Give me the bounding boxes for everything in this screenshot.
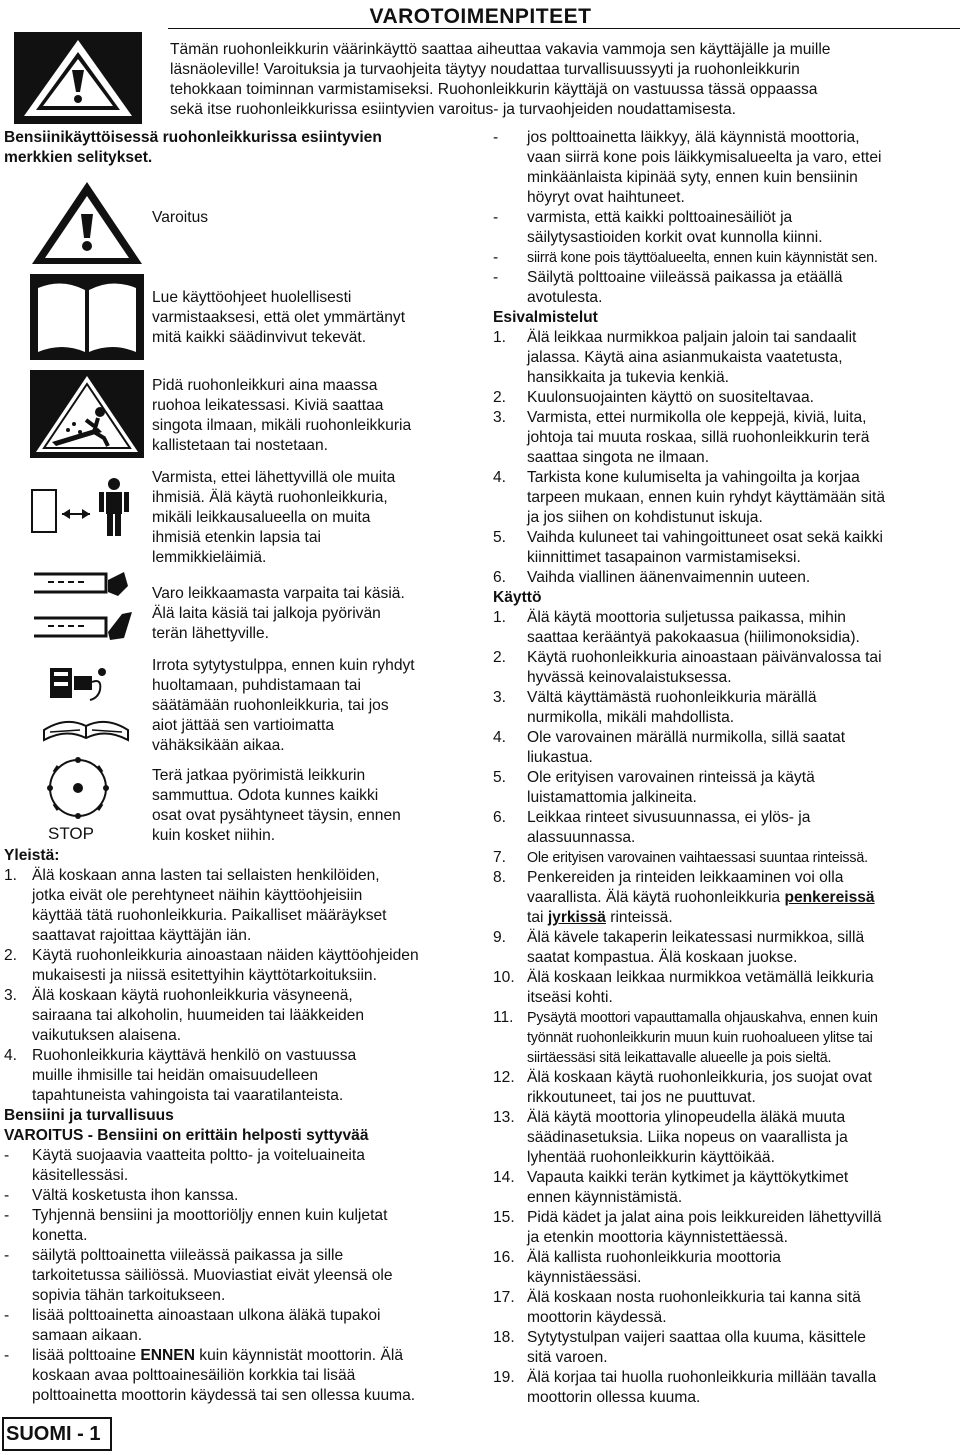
item-line: alassuunnassa. <box>527 829 636 846</box>
item-number: 13. <box>493 1109 515 1126</box>
list-item <box>493 868 960 928</box>
item-number: 11. <box>493 1009 514 1026</box>
item-number: 4. <box>493 469 507 486</box>
list-item <box>493 408 960 468</box>
list-item <box>4 1306 474 1346</box>
item-line: tarkoitetussa säiliössä. Muoviastiat eivät yleensä ole <box>32 1267 393 1284</box>
list-item <box>493 328 960 388</box>
item-line: käynnistäessäsi. <box>527 1269 642 1286</box>
item-line: rikkoutuneet, tai jos ne puuttuvat. <box>527 1089 756 1106</box>
item-line: Ole erityisen varovainen vaihtaessasi suuntaa rinteissä. <box>527 850 868 866</box>
item-line: säädinasetuksia. Liika nopeus on vaarallista ja <box>527 1129 848 1146</box>
item-line: jalassa. Käytä aina asianmukaista vaatetusta, <box>527 349 843 366</box>
item-number: 2. <box>493 389 507 406</box>
item-line: ja etenkin moottoria käynnistettäessä. <box>527 1229 788 1246</box>
symbol-text-line: lemmikkieläimiä. <box>152 549 267 566</box>
item-number: 6. <box>493 569 507 586</box>
item-line: ja jos siihen on kohdistunut iskuja. <box>527 509 763 526</box>
symbol-text-line: Älä laita käsiä tai jalkoja pyörivän <box>152 605 381 622</box>
intro-text <box>170 60 960 80</box>
item-line: siirtäessäsi sitä leikattavalle alueelle ja pois sieltä. <box>527 1050 832 1066</box>
item-number: 1. <box>493 609 507 626</box>
list-item <box>493 1368 960 1408</box>
symbol-text-line: osat ovat pysähtyneet täysin, ennen <box>152 807 401 824</box>
item-line: säilytä polttoainetta viileässä paikassa ja sille <box>32 1247 344 1264</box>
symbol-text-line: ihmisiä etenkin lapsia tai <box>152 529 322 546</box>
list-item <box>493 968 960 1008</box>
item-line: kiinnittimet tasapainon varmistamiseksi. <box>527 549 801 566</box>
item-line: sopivia tähän tarkoitukseen. <box>32 1287 226 1304</box>
list-item <box>4 1346 474 1406</box>
item-number: 6. <box>493 809 507 826</box>
item-line: liukastua. <box>527 749 593 766</box>
item-number: 3. <box>4 987 18 1004</box>
item-line: lyhentää ruohonleikkurin käyttöikää. <box>527 1149 775 1166</box>
symbol-text-line: Varo leikkaamasta varpaita tai käsiä. <box>152 585 405 602</box>
item-number: 2. <box>493 649 507 666</box>
list-item <box>4 1246 474 1306</box>
item-line: säilytysastioiden korkit ovat kunnolla kiinni. <box>527 229 823 246</box>
item-number: 4. <box>4 1047 18 1064</box>
item-line: Käytä ruohonleikkuria ainoastaan näiden käyttöohjeiden <box>32 947 419 964</box>
list-item <box>493 728 960 768</box>
item-line: tapahtuneista vahingoista tai vaaratilanteista. <box>32 1087 344 1104</box>
item-line: Käytä ruohonleikkuria ainoastaan päivänvalossa tai <box>527 649 882 666</box>
item-line: saattaa kerääntyä pakokaasua (hiilimonoksidia). <box>527 629 860 646</box>
symbol-text-line: varmistaaksesi, että olet ymmärtänyt <box>152 309 406 326</box>
symbol-text-line: kuin kosket niihin. <box>152 827 276 844</box>
item-line: vaan siirrä kone pois läikkymisalueelta ja varo, ettei <box>527 149 882 166</box>
list-item <box>493 1068 960 1108</box>
item-line: Pidä kädet ja jalat aina pois leikkureiden lähettyvillä <box>527 1209 882 1226</box>
symbol-text-line: terän lähettyville. <box>152 625 270 642</box>
list-item <box>493 568 960 588</box>
item-line: Ole erityisen varovainen rinteissä ja käytä <box>527 769 815 786</box>
item-line <box>527 908 960 928</box>
item-number: 18. <box>493 1329 515 1346</box>
item-text: rinteissä. <box>605 909 673 926</box>
emphasis-text: penkereissä <box>784 889 875 906</box>
list-item <box>493 468 960 528</box>
list-item <box>493 1248 960 1288</box>
spark-plug-icon <box>40 660 140 746</box>
item-line: Älä koskaan leikkaa nurmikkoa vetämällä leikkuria <box>527 969 874 986</box>
item-line: vaikutuksen alaisena. <box>32 1027 182 1044</box>
item-line: hansikkaita ja tukevia kenkiä. <box>527 369 729 386</box>
item-line: tarpeen mukaan, ennen kuin ryhdyt käyttämään sitä <box>527 489 886 506</box>
list-item <box>4 1146 474 1186</box>
list-item <box>4 1046 474 1106</box>
item-line: Vapauta kaikki terän kytkimet ja käyttökytkimet <box>527 1169 849 1186</box>
item-bullet: - <box>4 1147 10 1164</box>
item-line: itseäsi kohti. <box>527 989 613 1006</box>
symbol-text-line: Pidä ruohonleikkuri aina maassa <box>152 377 378 394</box>
item-line: Varmista, ettei nurmikolla ole keppejä, kiviä, luita, <box>527 409 867 426</box>
item-line: Älä kävele takaperin leikatessasi nurmikkoa, sillä <box>527 929 865 946</box>
symbol-text-line: vähäksikään aikaa. <box>152 737 285 754</box>
item-line: saattavat rajoittaa käyttäjän iän. <box>32 927 252 944</box>
symbol-text-line: Lue käyttöohjeet huolellisesti <box>152 289 352 306</box>
rotating-blade-icon <box>40 754 116 824</box>
item-line: saatat kompastua. Älä koskaan juokse. <box>527 949 798 966</box>
intro-line: sekä itse ruohonleikkurissa esiintyvien varoitus- ja turvaohjeiden noudattamisesta. <box>170 101 737 118</box>
item-number: 3. <box>493 409 507 426</box>
section-heading: Yleistä: <box>4 847 60 864</box>
symbols-heading <box>4 128 474 168</box>
open-book-icon <box>28 272 146 362</box>
item-line: Vaihda viallinen äänenvaimennin uuteen. <box>527 569 811 586</box>
symbol-text-line: sammuttua. Odota kunnes kaikki <box>152 787 379 804</box>
item-line: Ruohonleikkuria käyttävä henkilö on vastuussa <box>32 1047 357 1064</box>
symbol-text-line: singota ilmaan, mikäli ruohonleikkuria <box>152 417 412 434</box>
warning-triangle-icon <box>14 32 142 124</box>
item-line: Älä koskaan käytä ruohonleikkuria väsyneenä, <box>32 987 353 1004</box>
intro-text <box>170 80 960 100</box>
item-bullet: - <box>4 1247 10 1264</box>
blade-hazard-icon <box>28 562 146 654</box>
item-bullet: - <box>4 1207 10 1224</box>
symbol-text-line: Irrota sytytystulppa, ennen kuin ryhdyt <box>152 657 415 674</box>
warning-triangle-icon <box>28 178 146 268</box>
item-line: Käytä suojaavia vaatteita poltto- ja voiteluaineita <box>32 1147 365 1164</box>
item-number: 19. <box>493 1369 515 1386</box>
item-line: jotka eivät ole perehtyneet näihin käyttöohjeisiin <box>32 887 363 904</box>
list-item <box>493 808 960 848</box>
heading-line: merkkien selitykset. <box>4 149 153 166</box>
general-section <box>4 846 474 1406</box>
item-line: konetta. <box>32 1227 88 1244</box>
item-line: höyryt ovat haihtuneet. <box>527 189 685 206</box>
item-line: johtoja tai muuta roskaa, sillä ruohonleikkurin terä <box>527 429 870 446</box>
list-item <box>493 1008 960 1068</box>
item-number: 9. <box>493 929 507 946</box>
item-line: Älä käytä moottoria suljetussa paikassa, mihin <box>527 609 846 626</box>
symbol-text-line: mikäli leikkausalueella on muita <box>152 509 371 526</box>
item-line: Ole varovainen märällä nurmikolla, sillä saatat <box>527 729 846 746</box>
symbol-text-line: huoltamaan, puhdistamaan tai <box>152 677 361 694</box>
list-item <box>493 1328 960 1368</box>
symbol-text-line: Varoitus <box>152 209 209 226</box>
item-line: Pysäytä moottori vapauttamalla ohjauskahva, ennen kuin <box>527 1010 878 1026</box>
list-item <box>4 866 474 946</box>
list-item <box>493 1288 960 1328</box>
list-item <box>493 388 960 408</box>
symbol-text-line: säätämään ruohonleikkuria, tai jos <box>152 697 389 714</box>
list-item <box>4 1186 474 1206</box>
item-line <box>527 888 960 908</box>
item-line: sitä varoen. <box>527 1349 608 1366</box>
stop-label: STOP <box>48 824 94 843</box>
list-item <box>493 268 960 308</box>
item-number: 8. <box>493 869 507 886</box>
item-number: 16. <box>493 1249 515 1266</box>
item-number: 12. <box>493 1069 515 1086</box>
item-line: Sytytystulpan vaijeri saattaa olla kuuma, käsittele <box>527 1329 866 1346</box>
item-line <box>32 1346 474 1366</box>
list-item <box>493 848 960 868</box>
item-line: Tyhjennä bensiini ja moottoriöljy ennen kuin kuljetat <box>32 1207 388 1224</box>
symbol-text-line: aiot jättää sen vartioimatta <box>152 717 335 734</box>
list-item <box>493 688 960 728</box>
intro-line: Tämän ruohonleikkurin väärinkäyttö saattaa aiheuttaa vakavia vammoja sen käyttäjälle ja muille <box>170 41 831 58</box>
item-line: Vältä käyttämästä ruohonleikkuria märällä <box>527 689 817 706</box>
section-heading: Esivalmistelut <box>493 309 598 326</box>
item-line: jos polttoainetta läikkyy, älä käynnistä moottoria, <box>527 129 860 146</box>
item-line: saattaa singota ne ilmaan. <box>527 449 710 466</box>
item-line: Älä leikkaa nurmikkoa paljain jaloin tai sandaalit <box>527 329 857 346</box>
thrown-objects-icon <box>28 368 146 460</box>
item-number: 5. <box>493 529 507 546</box>
item-line: Penkereiden ja rinteiden leikkaaminen voi olla <box>527 869 844 886</box>
symbol-text <box>152 584 482 644</box>
item-text: vaarallista. Älä käytä ruohonleikkuria <box>527 889 785 906</box>
item-text: lisää polttoaine <box>32 1347 141 1364</box>
item-bullet: - <box>493 209 499 226</box>
item-text: kuin käynnistät moottorin. Älä <box>194 1347 403 1364</box>
list-item <box>493 1108 960 1168</box>
item-number: 1. <box>4 867 18 884</box>
keep-distance-icon <box>28 476 146 538</box>
item-line: nurmikolla, mikäli mahdollista. <box>527 709 735 726</box>
item-line: sairaana tai alkoholin, huumeiden tai lääkkeiden <box>32 1007 365 1024</box>
item-number: 2. <box>4 947 18 964</box>
item-line: koskaan avaa polttoainesäiliön korkkia tai lisää <box>32 1367 356 1384</box>
item-line: mukaisesti ja niissä esitettyihin käyttötarkoituksiin. <box>32 967 377 984</box>
item-number: 3. <box>493 689 507 706</box>
item-bullet: - <box>4 1347 10 1364</box>
item-bullet: - <box>493 129 499 146</box>
right-column <box>493 128 960 1408</box>
list-item <box>493 768 960 808</box>
section-heading: Bensiini ja turvallisuus <box>4 1107 174 1124</box>
item-line: Älä koskaan käytä ruohonleikkuria, jos suojat ovat <box>527 1069 872 1086</box>
symbol-text <box>152 208 482 228</box>
item-line: lisää polttoainetta ainoastaan ulkona äläkä tupakoi <box>32 1307 381 1324</box>
list-item <box>493 1208 960 1248</box>
symbol-text-line: ihmisiä. Älä käytä ruohonleikkuria, <box>152 489 388 506</box>
item-line: hyvässä keinovalaistuksessa. <box>527 669 732 686</box>
item-bullet: - <box>4 1307 10 1324</box>
item-line: luistamattomia jalkineita. <box>527 789 697 806</box>
item-line: Älä koskaan anna lasten tai sellaisten henkilöiden, <box>32 867 380 884</box>
list-item <box>493 648 960 688</box>
symbol-text-line: mitä kaikki säädinvivut tekevät. <box>152 329 367 346</box>
fuel-warning: VAROITUS - Bensiini on erittäin helposti syttyvää <box>4 1127 369 1144</box>
item-line: käyttää tätä ruohonleikkuria. Paikalliset määräykset <box>32 907 387 924</box>
intro-line: läsnäoleville! Varoituksia ja turvaohjeita täytyy noudattaa turvallisuussyyti ja ruohonleikkurin <box>170 61 800 78</box>
page-label: SUOMI - 1 <box>2 1417 112 1451</box>
list-item <box>493 248 960 268</box>
item-line: käsitellessäsi. <box>32 1167 129 1184</box>
symbol-text-line: Varmista, ettei lähettyvillä ole muita <box>152 469 396 486</box>
item-line: Vaihda kuluneet tai vahingoittuneet osat sekä kaikki <box>527 529 883 546</box>
item-line: Älä käytä moottoria ylinopeudella äläkä muuta <box>527 1109 846 1126</box>
emphasis-text: ENNEN <box>140 1347 195 1364</box>
intro-text <box>170 40 960 60</box>
item-bullet: - <box>493 269 499 286</box>
item-line: minkäänlaista kipinää syty, ennen kuin bensiinin <box>527 169 858 186</box>
item-line: ennen käynnistämistä. <box>527 1189 683 1206</box>
list-item <box>493 1168 960 1208</box>
list-item <box>493 528 960 568</box>
symbol-text <box>152 468 482 568</box>
item-number: 5. <box>493 769 507 786</box>
item-line: Vältä kosketusta ihon kanssa. <box>32 1187 239 1204</box>
item-number: 7. <box>493 849 507 866</box>
item-line: polttoainetta moottorin käydessä tai sen ollessa kuuma. <box>32 1387 416 1404</box>
list-item <box>493 208 960 248</box>
list-item <box>4 986 474 1046</box>
item-bullet: - <box>4 1187 10 1204</box>
item-number: 15. <box>493 1209 515 1226</box>
symbol-text <box>152 288 482 348</box>
item-line: moottorin käydessä. <box>527 1309 667 1326</box>
item-line: Tarkista kone kulumiselta ja vahingoilta ja korjaa <box>527 469 860 486</box>
item-line: samaan aikaan. <box>32 1327 143 1344</box>
item-line: Leikkaa rinteet sivusuunnassa, ei ylös- ja <box>527 809 811 826</box>
item-number: 10. <box>493 969 515 986</box>
item-line: Säilytä polttoaine viileässä paikassa ja etäällä <box>527 269 843 286</box>
list-item <box>4 946 474 986</box>
heading-line: Bensiinikäyttöisessä ruohonleikkurissa esiintyvien <box>4 129 382 146</box>
symbol-text-line: kallistetaan tai nostetaan. <box>152 437 328 454</box>
list-item <box>493 928 960 968</box>
page-title: VAROTOIMENPITEET <box>369 5 592 28</box>
symbol-text-line: Terä jatkaa pyörimistä leikkurin <box>152 767 366 784</box>
symbol-text <box>152 376 482 456</box>
item-number: 14. <box>493 1169 515 1186</box>
item-line: Älä korjaa tai huolla ruohonleikkuria millään tavalla <box>527 1369 877 1386</box>
list-item <box>493 128 960 208</box>
symbol-text-line: ruohoa leikatessasi. Kiviä saattaa <box>152 397 384 414</box>
item-number: 1. <box>493 329 507 346</box>
item-line: muille ihmisille tai heidän omaisuudelleen <box>32 1067 319 1084</box>
item-line: avotulesta. <box>527 289 603 306</box>
item-line: Kuulonsuojainten käyttö on suositeltavaa. <box>527 389 814 406</box>
symbol-text <box>152 766 482 846</box>
item-number: 4. <box>493 729 507 746</box>
section-heading: Käyttö <box>493 589 542 606</box>
item-line: Älä koskaan nosta ruohonleikkuria tai kanna sitä <box>527 1289 861 1306</box>
intro-text <box>170 100 960 120</box>
item-line: siirrä kone pois täyttöalueelta, ennen kuin käynnistät sen. <box>527 250 878 266</box>
item-line: työnnät ruohonleikkurin muun kuin ruohoalueen ylitse tai <box>527 1030 873 1046</box>
item-bullet: - <box>493 249 499 266</box>
emphasis-text: jyrkissä <box>547 909 606 926</box>
list-item <box>4 1206 474 1246</box>
list-item <box>493 608 960 648</box>
item-number: 17. <box>493 1289 515 1306</box>
intro-line: tehokkaan toiminnan varmistamiseksi. Ruohonleikkurin käyttäjä on vastuussa tässä oppaassa <box>170 81 818 98</box>
symbol-text <box>152 656 482 756</box>
item-text: tai <box>527 909 548 926</box>
item-line: Älä kallista ruohonleikkuria moottoria <box>527 1249 781 1266</box>
item-line: moottorin ollessa kuuma. <box>527 1389 701 1406</box>
item-line: varmista, että kaikki polttoainesäiliöt ja <box>527 209 793 226</box>
